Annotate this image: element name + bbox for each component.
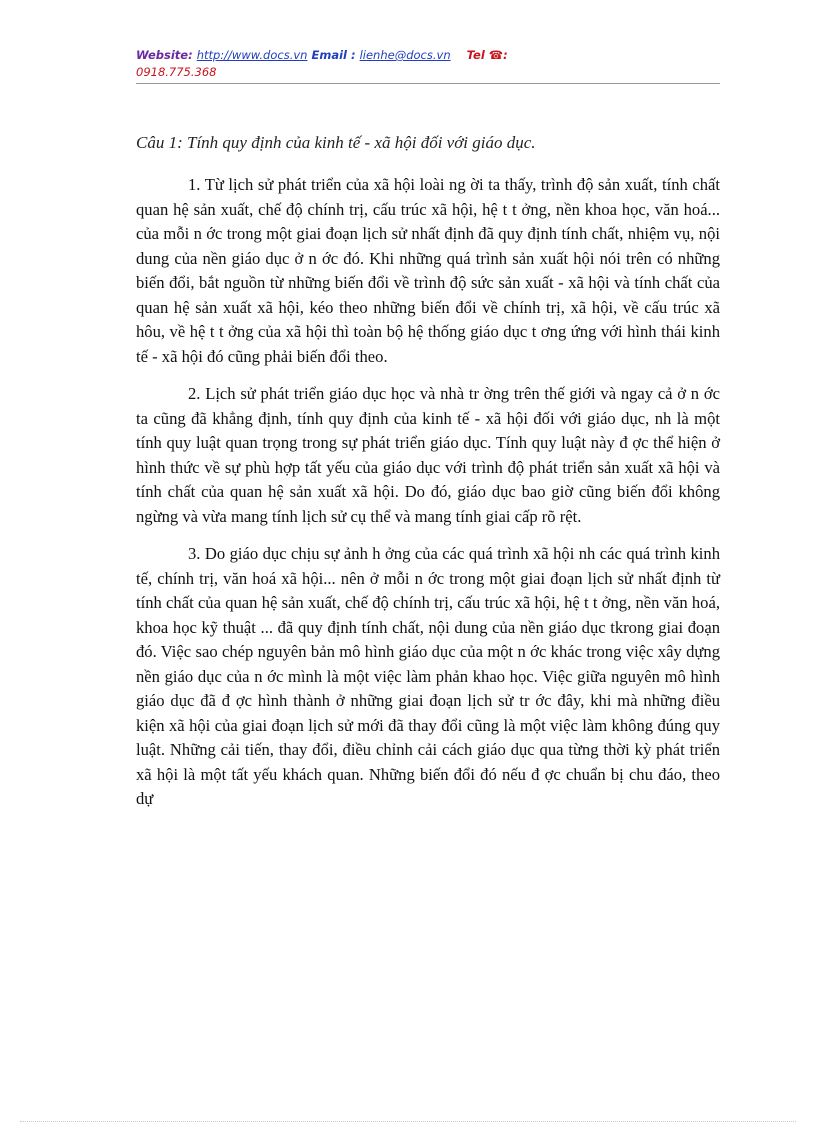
- tel-label: Tel ☎:: [466, 48, 508, 62]
- document-body: [136, 173, 720, 825]
- paragraph-3: 3. Do giáo dục chịu sự ảnh h ởng của các quá trình xã hội nh các quá trình kinh tế, chính trị, văn hoá xã hội... nên ở mỗi n ớc trong một giai đoạn lịch sử nhất định từ tính chất của quan hệ sản xuất, chế độ chính trị, cấu trúc xã hội, hệ t t ởng, nền văn hoá, khoa học kỹ thuật ... đã quy định tính chất, nội dung của nền giáo dục tkrong giai đoạn đó. Việc sao chép nguyên bản mô hình giáo dục của một n ớc khác trong việc xây dựng nền giáo dục của n ớc mình là một việc làm phản khao học. Việc giữa nguyên mô hình giáo dục đã đ ợc hình thành ở những giai đoạn lịch sử tr ớc đây, khi mà những điều kiện xã hội của giai đoạn lịch sử mới đã thay đổi cũng là một việc làm không đúng quy luật. Những cải tiến, thay đổi, điều chỉnh cải cách giáo dục qua từng thời kỳ phát triển xã hội là một tất yếu khách quan. Những biến đổi đó nếu đ ợc chuẩn bị chu đáo, theo dự: [136, 544, 720, 808]
- website-label: Website:: [136, 48, 193, 62]
- paragraph-1: 1. Từ lịch sử phát triển của xã hội loài ng ời ta thấy, trình độ sản xuất, tính chất quan hệ sản xuất, chế độ chính trị, cấu trúc xã hội, hệ t t ởng, nền khoa học, văn hoá... của mỗi n ớc trong một giai đoạn lịch sử nhất định đã quy định tính chất, nhiệm vụ, nội dung của nền giáo dục ở n ớc đó. Khi những quá trình sản xuất hội nói trên có những biến đổi, bắt nguồn từ những biến đổi về trình độ sức sản xuất - xã hội và tính chất của quan hệ sản xuất xã hội, kéo theo những biến đổi về chính trị, xã hội, về cấu trúc xã hôu, về hệ t t ởng của xã hội thì toàn bộ hệ thống giáo dục t ơng ứng với hình thái kinh tế - xã hội đó cũng phải biến đổi theo.: [136, 175, 720, 366]
- website-link[interactable]: http://www.docs.vn: [196, 48, 308, 62]
- page-header: [136, 47, 720, 81]
- paragraph-2: 2. Lịch sử phát triển giáo dục học và nhà tr ờng trên thế giới và ngay cả ở n ớc ta cũng đã khẳng định, tính quy định của kinh tế - xã hội đối với giáo dục, nh là một tính quy luật quan trọng trong sự phát triển giáo dục. Tính quy luật này đ ợc thể hiện ở hình thức về sự phù hợp tất yếu của giáo dục với trình độ phát triển sản xuất xã hội và tính chất của quan hệ sản xuất xã hội. Do đó, giáo dục bao giờ cũng biến đổi không ngừng và vừa mang tính lịch sử cụ thể và mang tính giai cấp rõ rệt.: [136, 384, 720, 526]
- document-title: Câu 1: Tính quy định của kinh tế - xã hội đối với giáo dục.: [136, 133, 536, 152]
- phone-number: 0918.775.368: [136, 65, 217, 79]
- header-divider: [136, 83, 720, 84]
- email-label: Email :: [311, 48, 356, 62]
- email-link[interactable]: lienhe@docs.vn: [359, 48, 451, 62]
- footer-divider: [20, 1121, 796, 1122]
